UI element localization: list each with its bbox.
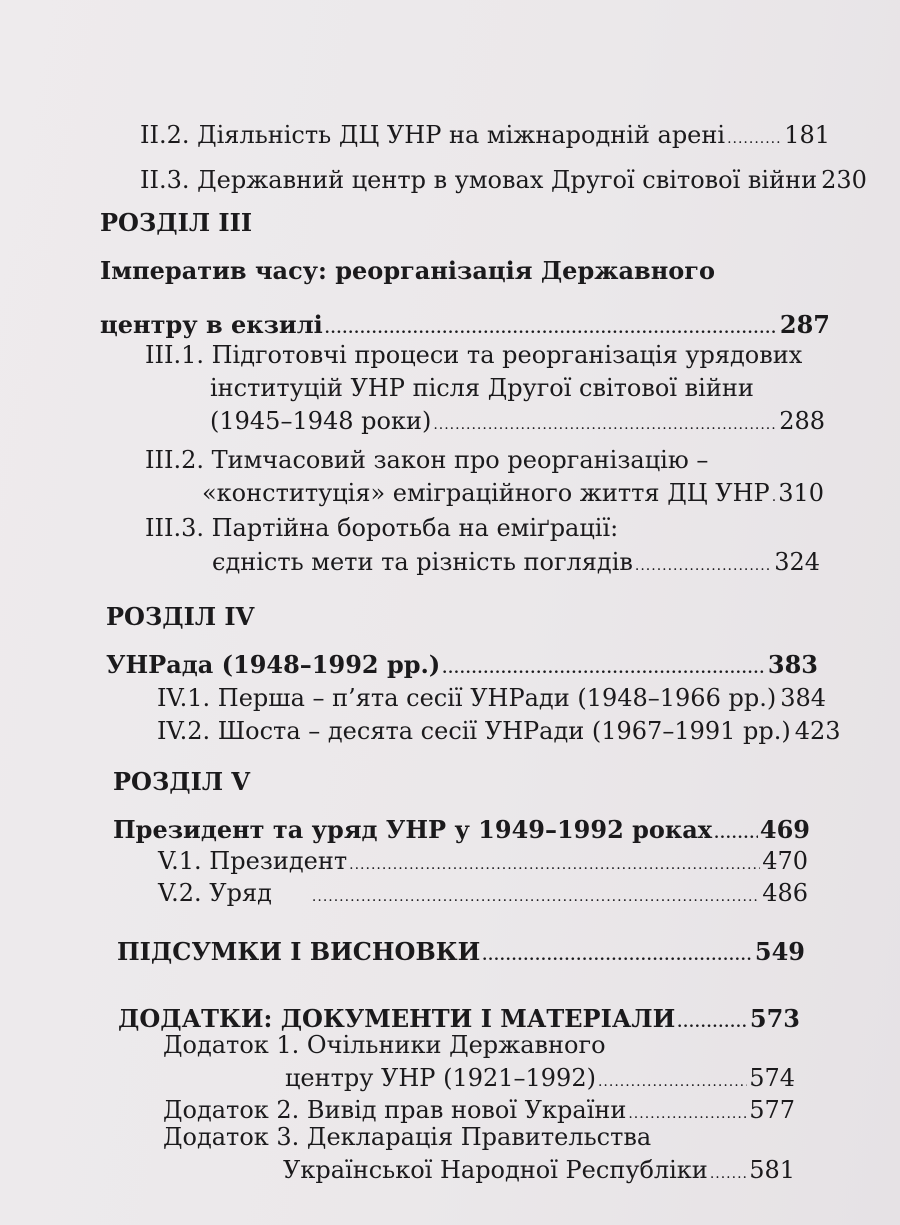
- toc-entry-page: 423: [794, 717, 841, 745]
- chapter-entry: [117, 937, 805, 971]
- chapter-label: РОЗДІЛ IV: [106, 602, 255, 631]
- leader-dots: [349, 850, 760, 880]
- toc-entry-page: 486: [762, 879, 808, 907]
- toc-entry-title: Додаток 1. Очільники Державного: [163, 1031, 606, 1059]
- chapter-label: РОЗДІЛ V: [113, 767, 251, 796]
- toc-entry-title: IV.2. Шоста – десята сесії УНРади (1967–1991 рр.): [157, 717, 791, 745]
- toc-entry-title: V.1. Президент: [158, 847, 348, 875]
- leader-dots: [714, 819, 758, 849]
- leader-dots: [635, 551, 772, 581]
- chapter-title: УНРада (1948–1992 рр.): [106, 650, 441, 679]
- toc-entry-title: єдність мети та різність поглядів: [212, 548, 633, 576]
- toc-entry-title: ІІ.2. Діяльність ДЦ УНР на міжнародній арені: [140, 121, 726, 149]
- toc-entry-title: V.2. Уряд: [158, 879, 272, 907]
- toc-entry-title: Додаток 3. Декларація Правительства: [163, 1123, 652, 1151]
- chapter-title: Президент та уряд УНР у 1949–1992 роках: [113, 815, 713, 844]
- toc-entry-title: IV.1. Перша – п’ята сесії УНРади (1948–1966 рр.): [157, 684, 777, 712]
- toc-entry: [285, 1063, 795, 1097]
- leader-dots: [312, 882, 760, 912]
- chapter-title: центру в екзилі: [100, 310, 323, 339]
- toc-entry-title: ІІІ.3. Партійна боротьба на еміґрації:: [145, 514, 619, 542]
- toc-entry-title: інституцій УНР після Другої світової війни: [210, 374, 754, 402]
- chapter-page: 549: [754, 937, 805, 966]
- leader-dots: [710, 1159, 747, 1189]
- toc-entry-page: 581: [749, 1156, 795, 1184]
- chapter-title: ПІДСУМКИ І ВИСНОВКИ: [117, 937, 481, 966]
- chapter-page: 469: [759, 815, 810, 844]
- toc-entry-title: (1945–1948 роки): [210, 407, 432, 435]
- chapter-page: 573: [749, 1004, 800, 1033]
- toc-entry: [210, 406, 825, 440]
- toc-entry-page: 384: [780, 684, 827, 712]
- toc-entry: [157, 683, 827, 717]
- chapter-page: 383: [767, 650, 818, 679]
- leader-dots: [482, 941, 753, 971]
- toc-entry-title: ІІІ.2. Тимчасовий закон про реорганізацію –: [145, 446, 709, 474]
- toc-entry-title: Української Народної Республіки: [283, 1156, 708, 1184]
- leader-dots: [433, 410, 777, 440]
- chapter-entry: [106, 650, 818, 684]
- toc-entry: [212, 547, 820, 581]
- chapter-page: 287: [779, 310, 830, 339]
- chapter-entry: [113, 815, 810, 849]
- toc-entry: [140, 165, 867, 199]
- chapter-entry: [100, 310, 830, 344]
- leader-dots: [442, 654, 766, 684]
- toc-entry: [158, 878, 808, 912]
- toc-entry-page: 324: [774, 548, 820, 576]
- toc-entry-page: 470: [762, 847, 808, 875]
- leader-dots: [598, 1067, 747, 1097]
- leader-dots: [772, 482, 776, 512]
- toc-entry: [283, 1155, 795, 1189]
- toc-entry-page: 288: [779, 407, 825, 435]
- chapter-title: ДОДАТКИ: ДОКУМЕНТИ І МАТЕРІАЛИ: [118, 1004, 676, 1033]
- toc-entry: [140, 120, 830, 154]
- toc-entry: [202, 478, 824, 512]
- toc-entry-page: 230: [821, 166, 867, 194]
- toc-entry-page: 577: [749, 1096, 795, 1124]
- toc-entry-title: ІІ.3. Державний центр в умовах Другої світової війни: [140, 166, 818, 194]
- toc-entry: [158, 846, 808, 880]
- toc-entry-page: 310: [778, 479, 824, 507]
- toc-entry: [157, 716, 841, 750]
- toc-entry-title: «конституція» еміграційного життя ДЦ УНР: [202, 479, 770, 507]
- toc-entry-title: Додаток 2. Вивід прав нової України: [163, 1096, 627, 1124]
- toc-entry-page: 181: [784, 121, 830, 149]
- chapter-title: Імператив часу: реорганізація Державного: [100, 256, 715, 285]
- toc-entry-title: ІІІ.1. Підготовчі процеси та реорганізація урядових: [145, 341, 803, 369]
- toc-entry-page: 574: [749, 1064, 795, 1092]
- leader-dots: [677, 1008, 748, 1038]
- chapter-label: РОЗДІЛ ІІІ: [100, 208, 253, 237]
- leader-dots: [727, 124, 782, 154]
- toc-entry-title: центру УНР (1921–1992): [285, 1064, 596, 1092]
